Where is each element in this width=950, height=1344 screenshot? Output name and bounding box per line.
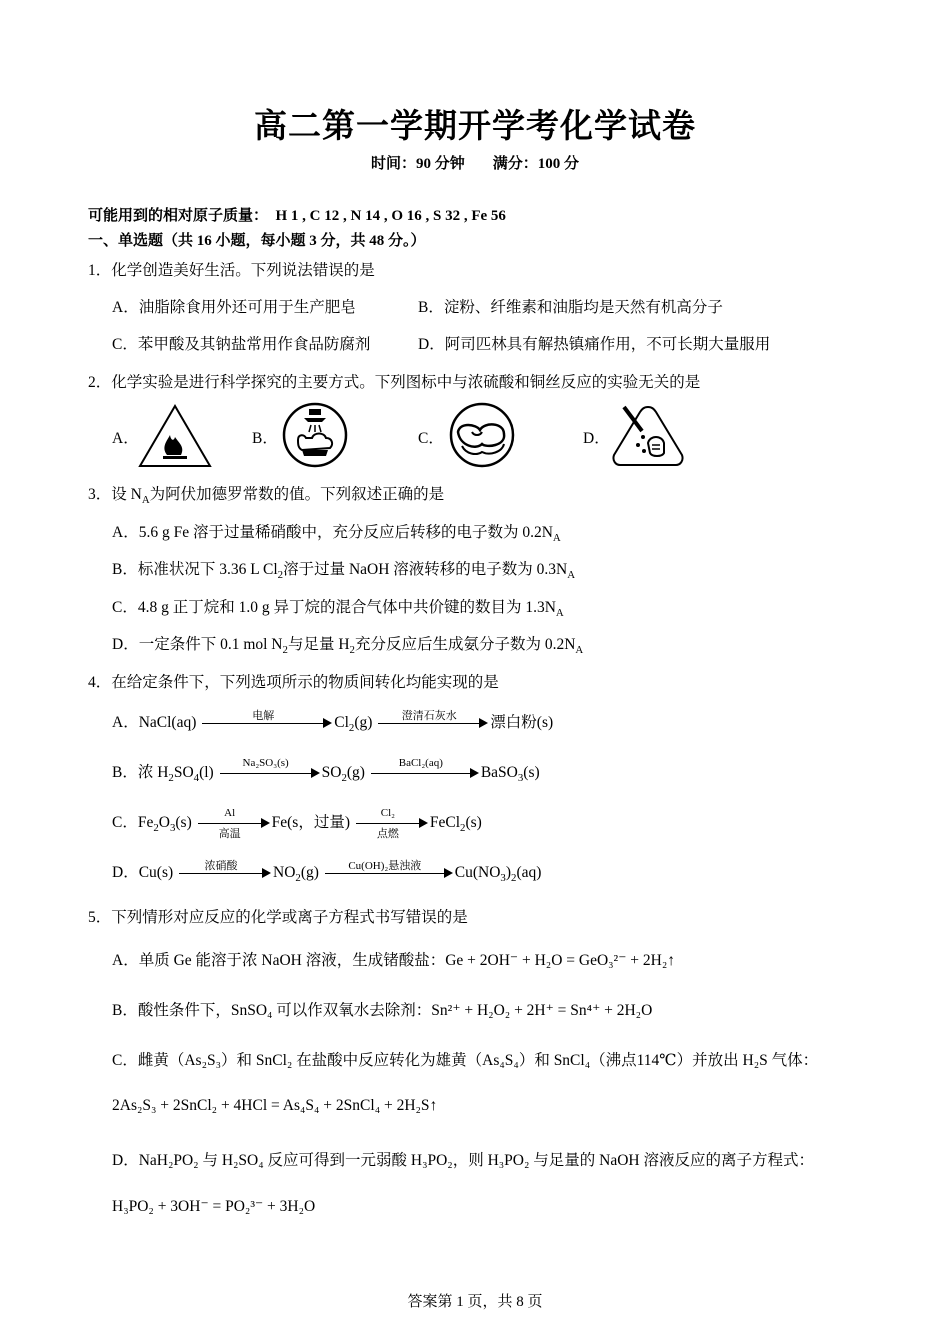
hot-surface-icon bbox=[446, 402, 518, 468]
q3-d-sub-3: A bbox=[575, 644, 584, 657]
q4c-p1: C．Fe bbox=[112, 814, 154, 831]
question-5-stem: 5．下列情形对应反应的化学或离子方程式书写错误的是 bbox=[88, 909, 468, 926]
q4a-p3: 漂白粉(s) bbox=[490, 714, 554, 731]
q3-b-text-a: B．标准状况下 3.36 L Cl bbox=[112, 561, 278, 578]
q4c-a1b: 高温 bbox=[218, 828, 241, 841]
question-5-option-c: C．雌黄（As₂S₃）和 SnCl₂ 在盐酸中反应转化为雄黄（As₄S₄）和 SnCl₄（沸点114℃）并放出 H₂S 气体： bbox=[112, 1052, 819, 1069]
q3-a-text: A．5.6 g Fe 溶于过量稀硝酸中，充分反应后转移的电子数为 0.2N bbox=[112, 524, 553, 541]
atomic-mass-note: 可能用到的相对原子质量： H 1 , C 12 , N 14 , O 16 , S 32 , Fe 56 bbox=[88, 208, 506, 224]
question-4-stem: 4．在给定条件下，下列选项所示的物质间转化均能实现的是 bbox=[88, 674, 499, 691]
q3-a-sub: A bbox=[552, 532, 561, 545]
flammable-icon bbox=[137, 403, 213, 469]
question-5-option-d: D．NaH₂PO₂ 与 H₂SO₄ 反应可得到一元弱酸 H₃PO₂，则 H₃PO₂ 与足量的 NaOH 溶液反应的离子方程式： bbox=[112, 1152, 814, 1169]
q3-d-text-a: D．一定条件下 0.1 mol N bbox=[112, 636, 283, 653]
q3-d-text-b: 与足量 H bbox=[287, 636, 350, 653]
question-2-option-c: C． bbox=[418, 430, 444, 447]
question-2-option-b: B． bbox=[252, 430, 278, 447]
q4b-p2: SO bbox=[321, 764, 342, 781]
q4d-p3: Cu(NO bbox=[454, 864, 501, 881]
question-5-option-c-equation: 2As₂S₃ + 2SnCl₂ + 4HCl = As₄S₄ + 2SnCl₄ + 2H₂S↑ bbox=[112, 1097, 438, 1114]
q4d-a1: 浓硝酸 bbox=[204, 860, 238, 873]
q4b-p3: BaSO bbox=[480, 764, 518, 781]
question-1-stem: 1．化学创造美好生活。下列说法错误的是 bbox=[88, 262, 375, 279]
q3-stem-a: 3．设 N bbox=[88, 486, 142, 503]
question-3-option-c bbox=[112, 595, 564, 619]
question-5-option-b: B．酸性条件下，SnSO₄ 可以作双氧水去除剂：Sn²⁺ + H₂O₂ + 2H⁺ = Sn⁴⁺ + 2H₂O bbox=[112, 1002, 653, 1019]
q4b-p1c: (l) bbox=[199, 764, 214, 781]
q4a-a2: 澄清石灰水 bbox=[401, 710, 457, 723]
q4b-p3b: (s) bbox=[523, 764, 540, 781]
question-1-option-a: A．油脂除食用外还可用于生产肥皂 bbox=[112, 299, 356, 316]
q4c-a2b: 点燃 bbox=[376, 828, 399, 841]
reaction-arrow bbox=[378, 710, 488, 733]
q3-b-text-b: 溶于过量 NaOH 溶液转移的电子数为 0.3N bbox=[283, 561, 568, 578]
question-3-stem bbox=[88, 482, 444, 506]
section-heading: 一、单选题（共 16 小题，每小题 3 分，共 48 分。） bbox=[88, 233, 426, 249]
q4c-p3: FeCl bbox=[429, 814, 461, 831]
question-5-option-a: A．单质 Ge 能溶于浓 NaOH 溶液，生成锗酸盐：Ge + 2OH⁻ + H₂O = GeO₃²⁻ + 2H₂↑ bbox=[112, 952, 675, 969]
q4a-a1: 电解 bbox=[252, 710, 275, 723]
q4d-p3c: (aq) bbox=[516, 864, 542, 881]
q4d-a2: Cu(OH)₂悬浊液 bbox=[348, 860, 422, 873]
reaction-arrow bbox=[198, 807, 270, 841]
q4a-p2: Cl bbox=[334, 714, 349, 731]
q4b-a2: BaCl₂(aq) bbox=[398, 757, 443, 770]
q4c-a2: Cl₂ bbox=[380, 807, 395, 820]
q4b-p2b: (g) bbox=[346, 764, 365, 781]
q3-c-text: C．4.8 g 正丁烷和 1.0 g 异丁烷的混合气体中共价键的数目为 1.3N bbox=[112, 599, 556, 616]
q4d-p1: D．Cu(s) bbox=[112, 864, 174, 881]
q4b-p1: B．浓 H bbox=[112, 764, 169, 781]
question-4-option-b: B．浓 $H_2SO_4(l)$ Na₂SO₃(s) $SO_2(g)$ BaCl₂(aq) BaSO$_3$(s) bbox=[112, 757, 540, 785]
question-3-option-d bbox=[112, 632, 583, 656]
question-4-option-a: A．NaCl(aq) 电解 $Cl_2(g)$ 澄清石灰水 漂白粉(s) bbox=[112, 710, 553, 734]
reaction-arrow bbox=[325, 860, 453, 883]
q3-d-text-c: 充分反应后生成氨分子数为 0.2N bbox=[354, 636, 576, 653]
reaction-arrow bbox=[371, 757, 479, 783]
hand-wash-icon bbox=[282, 402, 348, 468]
question-3-option-b bbox=[112, 557, 575, 581]
q4b-p1b: SO bbox=[173, 764, 194, 781]
question-1-option-b: B．淀粉、纤维素和油脂均是天然有机高分子 bbox=[418, 299, 723, 316]
corrosive-icon bbox=[610, 403, 686, 467]
question-2-stem: 2．化学实验是进行科学探究的主要方式。下列图标中与浓硫酸和铜丝反应的实验无关的是 bbox=[88, 374, 701, 391]
page-footer: 答案第 1 页，共 8 页 bbox=[407, 1294, 543, 1310]
question-4-option-c: C．$Fe_2O_3(s)$ Al 高温 Fe(s，过量) Cl₂ 点燃 FeCl$_2$(s) bbox=[112, 807, 482, 841]
q4d-p3b: ) bbox=[505, 864, 512, 881]
reaction-arrow bbox=[220, 757, 320, 783]
q4c-p1b: O bbox=[158, 814, 170, 831]
reaction-arrow bbox=[179, 860, 271, 883]
q4c-p2: Fe(s，过量) bbox=[271, 814, 350, 831]
exam-time: 时间：90 分钟 bbox=[370, 156, 465, 172]
q3-c-sub: A bbox=[555, 607, 564, 620]
reaction-arrow bbox=[202, 710, 332, 733]
q4c-p3b: (s) bbox=[465, 814, 482, 831]
q3-sub: A bbox=[141, 494, 150, 507]
question-1-option-c: C．苯甲酸及其钠盐常用作食品防腐剂 bbox=[112, 336, 371, 353]
q4a-p2b: (g) bbox=[354, 714, 373, 731]
exam-score: 满分：100 分 bbox=[492, 156, 580, 172]
q3-d-sub-1: 2 bbox=[282, 644, 288, 657]
question-3-option-a bbox=[112, 520, 561, 544]
page-title: 高二第一学期开学考化学试卷 bbox=[254, 109, 696, 145]
question-2-option-d: D． bbox=[583, 430, 610, 447]
reaction-arrow bbox=[356, 807, 428, 841]
q3-stem-b: 为阿伏加德罗常数的值。下列叙述正确的是 bbox=[149, 486, 445, 503]
q3-b-sub-a: A bbox=[567, 569, 576, 582]
q4c-p1c: (s) bbox=[175, 814, 192, 831]
q4c-a1: Al bbox=[224, 807, 236, 820]
question-4-option-d: D．Cu(s) 浓硝酸 $NO_2(g)$ Cu(OH)₂悬浊液 $Cu(NO_3)_2(aq)$ bbox=[112, 860, 541, 884]
q3-b-sub-2: 2 bbox=[277, 569, 284, 582]
question-2-option-a: A． bbox=[112, 430, 139, 447]
q4d-p2b: (g) bbox=[300, 864, 319, 881]
q4b-a1: Na₂SO₃(s) bbox=[242, 757, 289, 770]
q3-d-sub-2: 2 bbox=[349, 644, 355, 657]
question-5-option-d-equation: H₃PO₂ + 3OH⁻ = PO₂³⁻ + 3H₂O bbox=[112, 1198, 316, 1215]
q4a-p1: A．NaCl(aq) bbox=[112, 714, 197, 731]
q4d-p2: NO bbox=[273, 864, 296, 881]
question-1-option-d: D．阿司匹林具有解热镇痛作用，不可长期大量服用 bbox=[418, 336, 771, 353]
exam-info bbox=[0, 152, 950, 173]
